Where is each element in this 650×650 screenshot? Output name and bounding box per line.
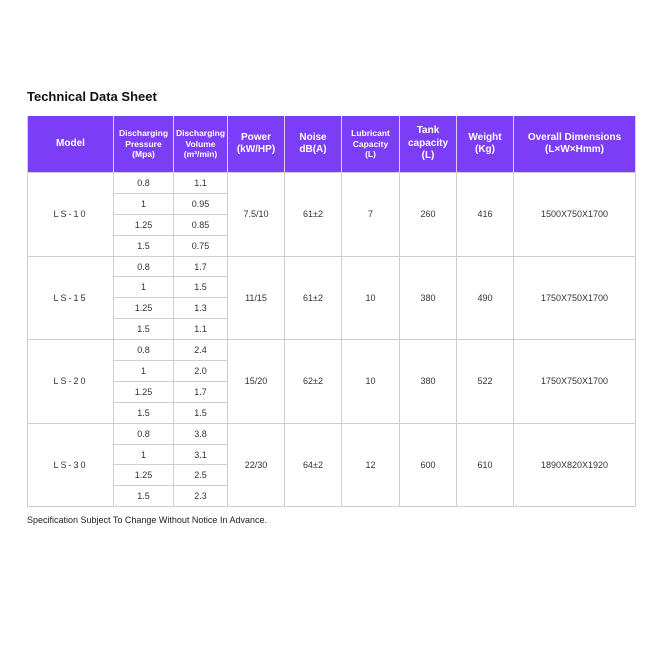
- header-noise: Noise dB(A): [285, 116, 342, 173]
- volume-cell: 2.4: [174, 340, 228, 361]
- volume-cell: 1.7: [174, 256, 228, 277]
- volume-cell: 1.1: [174, 173, 228, 194]
- lubricant-cell: 10: [342, 340, 400, 424]
- pressure-cell: 0.8: [114, 423, 174, 444]
- pressure-cell: 1.25: [114, 214, 174, 235]
- power-cell: 22/30: [228, 423, 285, 507]
- table-row: [28, 340, 636, 361]
- pressure-cell: 1.5: [114, 235, 174, 256]
- tank-cell: 380: [400, 256, 457, 340]
- pressure-cell: 1.5: [114, 402, 174, 423]
- dimensions-cell: 1890X820X1920: [514, 423, 636, 507]
- lubricant-cell: 12: [342, 423, 400, 507]
- header-lubricant-capacity: Lubricant Capacity (L): [342, 116, 400, 173]
- volume-cell: 3.1: [174, 444, 228, 465]
- volume-cell: 2.3: [174, 486, 228, 507]
- header-discharging-volume: Discharging Volume (m³/min): [174, 116, 228, 173]
- noise-cell: 61±2: [285, 256, 342, 340]
- tank-cell: 260: [400, 173, 457, 257]
- dimensions-cell: 1500X750X1700: [514, 173, 636, 257]
- lubricant-cell: 7: [342, 173, 400, 257]
- weight-cell: 522: [457, 340, 514, 424]
- header-discharging-pressure: Discharging Pressure (Mpa): [114, 116, 174, 173]
- pressure-cell: 1: [114, 193, 174, 214]
- pressure-cell: 1.5: [114, 486, 174, 507]
- pressure-cell: 0.8: [114, 256, 174, 277]
- weight-cell: 416: [457, 173, 514, 257]
- disclaimer-note: Specification Subject To Change Without Notice In Advance.: [27, 515, 267, 525]
- noise-cell: 64±2: [285, 423, 342, 507]
- power-cell: 11/15: [228, 256, 285, 340]
- lubricant-cell: 10: [342, 256, 400, 340]
- pressure-cell: 1: [114, 444, 174, 465]
- pressure-cell: 1: [114, 277, 174, 298]
- table-row: [28, 173, 636, 194]
- pressure-cell: 0.8: [114, 173, 174, 194]
- header-tank-capacity: Tank capacity (L): [400, 116, 457, 173]
- page-title: Technical Data Sheet: [27, 89, 157, 104]
- pressure-cell: 1: [114, 361, 174, 382]
- model-cell: LS-30: [28, 423, 114, 507]
- weight-cell: 610: [457, 423, 514, 507]
- model-cell: LS-15: [28, 256, 114, 340]
- volume-cell: 2.5: [174, 465, 228, 486]
- pressure-cell: 1.25: [114, 298, 174, 319]
- model-cell: LS-10: [28, 173, 114, 257]
- header-model: Model: [28, 116, 114, 173]
- table-row: [28, 256, 636, 277]
- volume-cell: 2.0: [174, 361, 228, 382]
- tank-cell: 600: [400, 423, 457, 507]
- dimensions-cell: 1750X750X1700: [514, 340, 636, 424]
- noise-cell: 61±2: [285, 173, 342, 257]
- table-header: [28, 116, 636, 173]
- noise-cell: 62±2: [285, 340, 342, 424]
- volume-cell: 1.1: [174, 319, 228, 340]
- weight-cell: 490: [457, 256, 514, 340]
- volume-cell: 1.3: [174, 298, 228, 319]
- table-row: [28, 423, 636, 444]
- technical-data-table: [27, 116, 636, 507]
- model-cell: LS-20: [28, 340, 114, 424]
- power-cell: 15/20: [228, 340, 285, 424]
- dimensions-cell: 1750X750X1700: [514, 256, 636, 340]
- volume-cell: 3.8: [174, 423, 228, 444]
- volume-cell: 0.85: [174, 214, 228, 235]
- pressure-cell: 0.8: [114, 340, 174, 361]
- header-overall-dimensions: Overall Dimensions (L×W×Hmm): [514, 116, 636, 173]
- power-cell: 7.5/10: [228, 173, 285, 257]
- volume-cell: 1.7: [174, 381, 228, 402]
- pressure-cell: 1.5: [114, 319, 174, 340]
- table-body: [28, 173, 636, 507]
- tank-cell: 380: [400, 340, 457, 424]
- volume-cell: 0.75: [174, 235, 228, 256]
- volume-cell: 0.95: [174, 193, 228, 214]
- volume-cell: 1.5: [174, 402, 228, 423]
- volume-cell: 1.5: [174, 277, 228, 298]
- pressure-cell: 1.25: [114, 465, 174, 486]
- header-weight: Weight (Kg): [457, 116, 514, 173]
- header-power: Power (kW/HP): [228, 116, 285, 173]
- pressure-cell: 1.25: [114, 381, 174, 402]
